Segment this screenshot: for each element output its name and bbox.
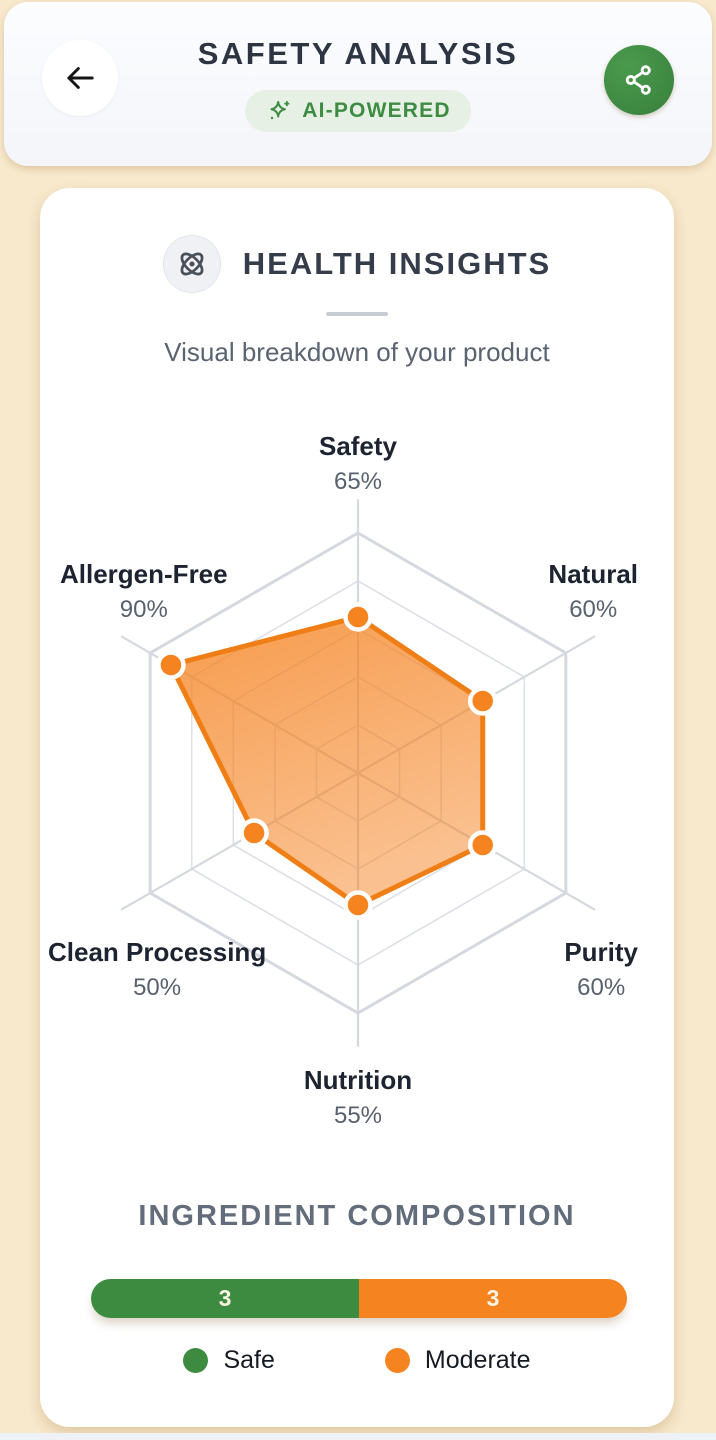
header-bar — [4, 2, 712, 166]
composition-segment-moderate: 3 — [359, 1279, 627, 1318]
bottom-strip — [0, 1433, 716, 1440]
dot-icon — [385, 1348, 410, 1373]
health-insights-card — [40, 188, 674, 1427]
ai-powered-label: AI-POWERED — [302, 99, 451, 122]
atom-icon — [174, 246, 210, 282]
radar-label-allergen-free: Allergen-Free 90% — [60, 559, 228, 623]
card-header — [40, 235, 674, 293]
ingredient-composition-title: INGREDIENT COMPOSITION — [138, 1200, 576, 1232]
share-icon — [621, 62, 657, 98]
radar-label-natural: Natural 60% — [548, 559, 638, 623]
radar-label-nutrition: Nutrition 55% — [303, 1065, 413, 1129]
radar-label-clean-processing: Clean Processing 50% — [48, 937, 267, 1001]
legend-item-moderate: Moderate — [385, 1346, 531, 1375]
radar-label-purity: Purity 60% — [564, 937, 638, 1001]
ai-powered-badge — [245, 90, 471, 132]
sparkle-icon — [265, 98, 292, 125]
composition-bar — [91, 1279, 627, 1318]
legend-item-safe: Safe — [183, 1346, 274, 1375]
radar-label-safety: Safety 65% — [318, 431, 398, 495]
atom-icon-badge — [163, 235, 221, 293]
composition-segment-safe: 3 — [91, 1279, 359, 1318]
divider — [326, 312, 388, 316]
card-title: HEALTH INSIGHTS — [242, 246, 552, 281]
dot-icon — [183, 1348, 208, 1373]
composition-legend — [40, 1346, 674, 1375]
share-button[interactable] — [604, 45, 674, 115]
page-title: SAFETY ANALYSIS — [197, 36, 519, 71]
radar-chart — [40, 188, 674, 1427]
card-subtitle: Visual breakdown of your product — [164, 337, 550, 367]
